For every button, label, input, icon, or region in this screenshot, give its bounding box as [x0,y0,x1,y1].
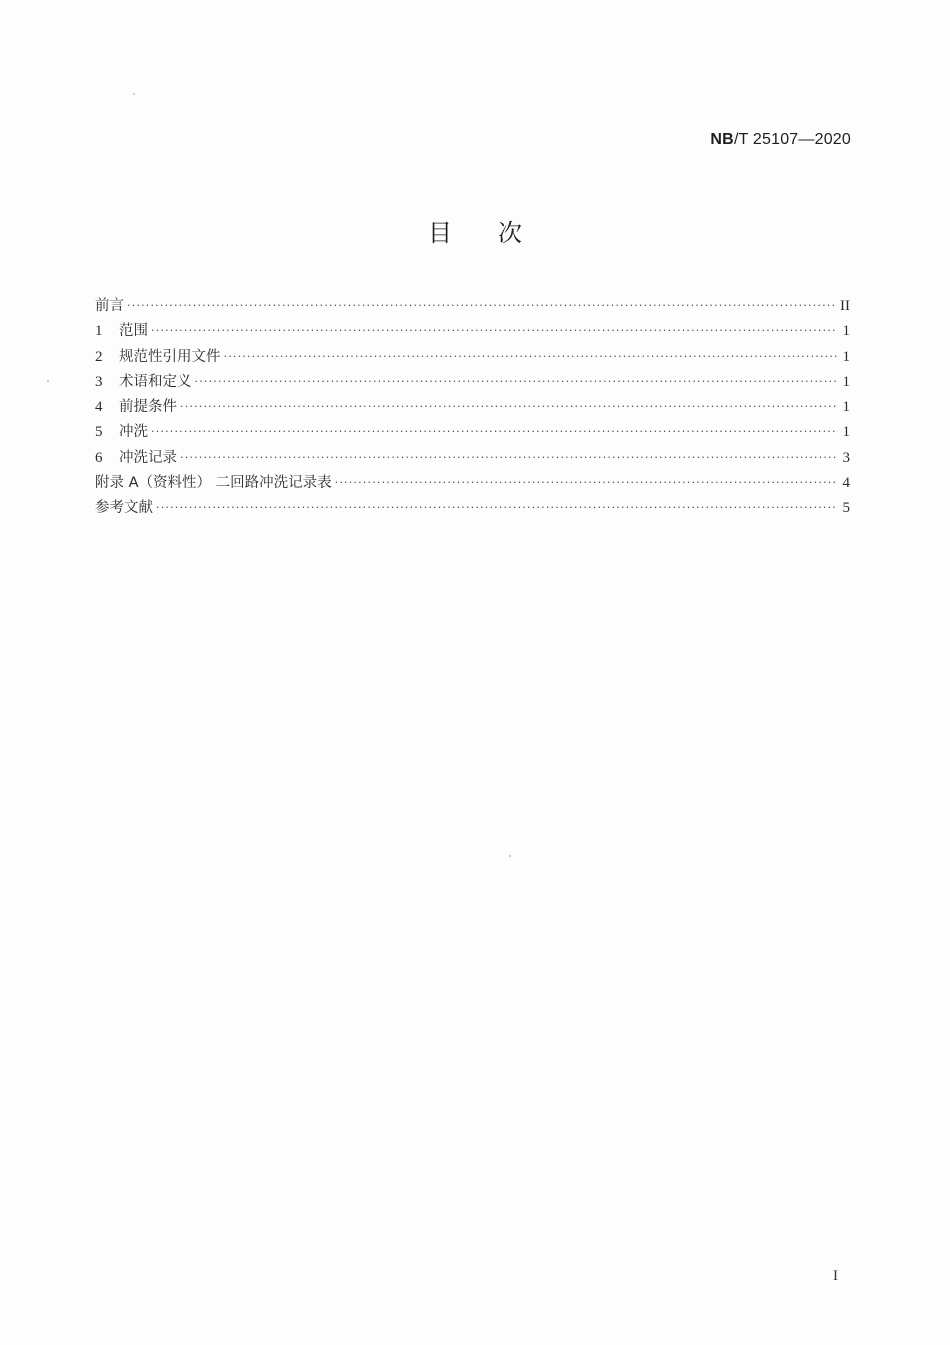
toc-entry-label: 前提条件 [119,399,177,416]
page-title: 目次 [428,219,568,247]
toc-entry-page: 1 [842,424,850,441]
toc-entry-page: 1 [842,373,850,390]
standard-code-number: /T 25107—2020 [733,131,851,148]
toc-entry-page: 4 [842,475,850,492]
toc-entry-normative-references[interactable] [95,345,850,370]
dot-leader [180,445,838,470]
standard-code-prefix: NB [710,131,734,148]
toc-entry-label: 术语和定义 [119,373,192,390]
toc-entry-number: 4 [95,399,103,416]
toc-entry-number: 5 [95,424,103,441]
scan-speck [47,380,49,382]
toc-entry-label: 规范性引用文件 [119,348,221,365]
toc-entry-foreword[interactable] [95,294,850,319]
toc-entry-appendix-a[interactable] [95,471,850,496]
dot-leader [335,470,838,495]
dot-leader [151,318,838,343]
toc-entry-label: 参考文献 [95,500,153,517]
toc-entry-number: 3 [95,373,103,390]
toc-entry-terms-definitions[interactable] [95,370,850,395]
dot-leader [151,419,838,444]
toc-entry-preconditions[interactable] [95,395,850,420]
toc-entry-number: 2 [95,348,103,365]
toc-entry-number: 6 [95,449,103,466]
toc-entry-number: 1 [95,323,103,340]
toc-entry-page: 1 [842,323,850,340]
page-number: I [833,1268,838,1284]
toc-entry-label: 附录 A（资料性） 二回路冲洗记录表 [95,475,332,492]
toc-entry-label: 冲洗 [119,424,148,441]
table-of-contents [95,294,850,522]
scan-speck [509,855,511,857]
standard-code [710,131,851,149]
dot-leader [180,394,838,419]
toc-entry-bibliography[interactable] [95,496,850,521]
toc-entry-scope[interactable] [95,319,850,344]
toc-entry-label: 前言 [95,298,124,314]
scan-speck [133,93,135,95]
toc-entry-page: 1 [842,348,850,365]
toc-entry-page: 3 [842,449,850,466]
dot-leader [127,293,836,318]
toc-entry-flushing-records[interactable] [95,446,850,471]
toc-entry-flushing[interactable] [95,420,850,445]
dot-leader [224,344,839,369]
dot-leader [156,495,838,520]
toc-entry-page: 1 [842,399,850,416]
toc-entry-label: 范围 [119,323,148,340]
dot-leader [195,369,839,394]
toc-entry-label: 冲洗记录 [119,449,177,466]
toc-entry-page: II [840,298,850,314]
toc-entry-page: 5 [842,500,850,517]
